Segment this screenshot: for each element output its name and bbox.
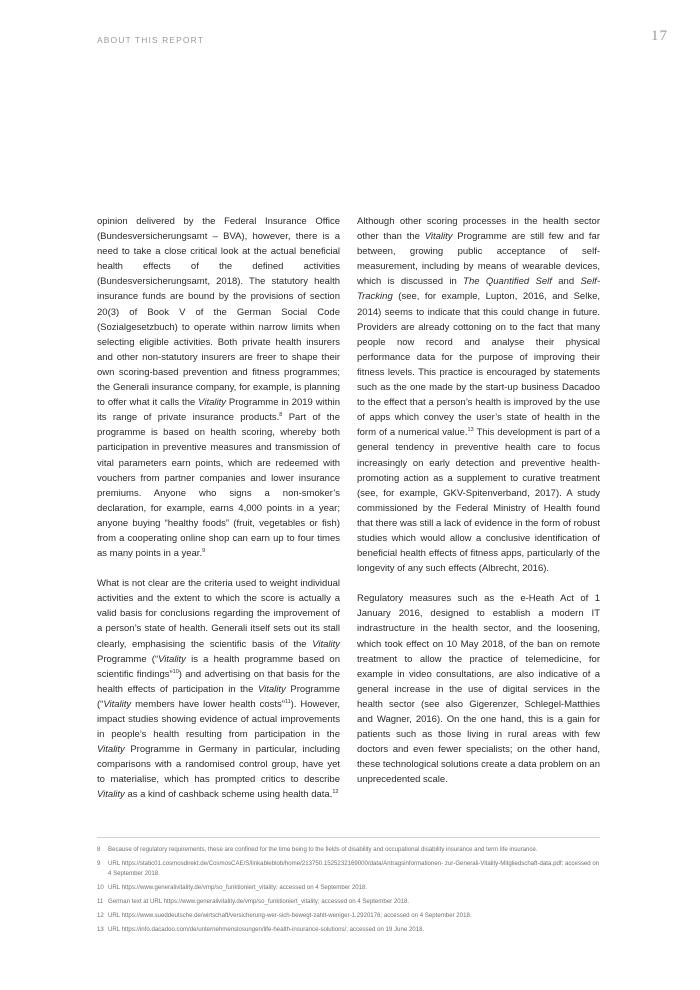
text-run: is a health programme based on scientific findings” [97, 653, 340, 680]
italic-text: Vitality [97, 744, 125, 756]
text-run: members have lower health costs” [131, 698, 285, 710]
italic-text: Vitality [97, 789, 125, 801]
body-paragraph [357, 214, 600, 576]
footnote-reference: 11 [284, 698, 291, 705]
text-run: Regulatory measures such as the e-Heath Act of 1 January 2016, designed to establish a modern IT indrastructure in the health sector, and the loosening, which took effect on 10 May 2018, of the ban on remote treatment to allow the practice of telemedicine, for example in video consultations, are also indicative of a general increase in the use of digital services in the health sector (see also Gigerenzer, Schlegel-Matthies and Wagner, 2016). On the one hand, this is a gain for patients such as those living in rural areas with few doctors and even fewer specialists; on the other hand, these technological solutions create a data problem on an unprecedented scale. [357, 593, 600, 786]
footnote [97, 925, 600, 935]
footnote-reference: 13 [467, 427, 474, 434]
footnote-number: 12 [97, 912, 104, 920]
right-text-column [357, 214, 600, 787]
text-run: and [551, 276, 581, 288]
footnote-divider [97, 837, 600, 838]
footnote-text: URL https://info.dacadoo.com/de/unternehmenslosungen/life-health-insurance-solutions/; accessed on 19 June 2018. [108, 926, 425, 934]
footnote [97, 897, 600, 907]
footnote-reference: 12 [332, 789, 339, 796]
footnote-text: URL https://www.generalivitality.de/vmp/so_funktioniert_vitality; accessed on 4 September 2018. [108, 883, 368, 891]
left-text-column [97, 214, 340, 803]
text-run: as a kind of cashback scheme using health data. [124, 789, 333, 801]
text-run: Part of the programme is based on health scoring, whereby both participation in preventive measures and transmission of vital parameters earn points, which are redeemed with vouchers from partner companies and lower insurance premiums. Anyone who signs a non-smoker’s declaration, for example, earns 4,000 points in a year; anyone buying “healthy foods” (fruit, vegetables or fish) from a cooperating online shop can earn up to four times as many points in a year. [97, 412, 340, 560]
text-run: Although other scoring processes in the health sector other than the [357, 216, 600, 243]
footnote-number: 10 [97, 883, 104, 891]
footnote [97, 911, 600, 921]
italic-text: Vitality [257, 683, 286, 695]
footnote [97, 859, 600, 878]
footnote-number: 8 [97, 846, 101, 853]
italic-text: The Quantified Self [463, 276, 552, 288]
text-run: Programme (“ [97, 683, 340, 710]
text-run: This development is part of a general tendency in preventive health care to focus increasingly on early detection and preventive health-promoting action as a supplement to curative treatment (see, for example, GKV-Spitenverband, 2017). A study commissioned by the Federal Ministry of Health found that there was still a lack of evidence in the form of robust studies which would allow a conclusive identification of beneficial health effects of fitness apps, particularly of the longevity of any such effects (Albrecht, 2016). [357, 427, 600, 575]
text-run: opinion delivered by the Federal Insurance Office (Bundesversicherungsamt – BVA), however, there is a need to take a close critical look at the actual beneficial health effects of the defined activities (Bundesversicherungsamt, 2018). The statutory health insurance funds are bound by the provisions of section 20(3) of Book V of the German Social Code (Sozialgesetzbuch) to operate within narrow limits when selecting eligible activities. Both private health insurers and other non-statutory insurers are freer to shape their own scoring-based prevention and fitness programmes; the Generali insurance company, for example, is planning to offer what it calls the [97, 216, 340, 409]
text-run: Programme in Germany in particular, including comparisons with a randomised control group, have yet to materialise, which has prompted critics to describe [97, 744, 340, 786]
footnote [97, 883, 600, 893]
body-paragraph [357, 591, 600, 787]
footnote-reference: 8 [279, 412, 283, 419]
page-number: 17 [651, 28, 668, 44]
footnote-number: 9 [97, 860, 101, 868]
footnote-number: 13 [97, 926, 104, 934]
body-paragraph [97, 576, 340, 802]
footnote-text: Because of regulatory requirements, these are confined for the time being to the fields of disability and occupational disability insurance and term life insurance. [108, 846, 538, 853]
footnote [97, 845, 600, 855]
text-run: Programme in 2019 within its range of private insurance products. [97, 397, 341, 424]
italic-text: Self-Tracking [357, 276, 600, 303]
text-run: ) and advertising on that basis for the health effects of participation in the [97, 668, 340, 695]
italic-text: Vitality [103, 698, 132, 710]
text-run: Programme are still few and far between, growing public acceptance of self-measurement, including by means of wearable devices, which is discussed in [357, 231, 600, 288]
footnote-text: URL https://www.sueddeutsche.de/wirtschaft/versicherung-wer-sich-bewegt-zahlt-weniger-1.2920176; accessed on 4 September 2018. [108, 912, 472, 920]
text-run: Programme (“ [97, 653, 159, 665]
text-run: What is not clear are the criteria used to weight individual activities and the extent to which the score is actually a valid basis for conclusions regarding the improvement of a person’s state of health. Generali itself sets out its stall clearly, emphasising the scientific basis of the [97, 578, 340, 650]
italic-text: Vitality [312, 638, 340, 650]
italic-text: Vitality [424, 231, 453, 243]
footnotes [97, 845, 600, 940]
italic-text: Vitality [158, 653, 186, 665]
body-paragraph [97, 214, 340, 561]
footnote-text: URL https://static01.cosmosdirekt.de/CosmosCAE/S/linkableblob/home/213750.1525232169000/data/Antragsinformationen- zur-Generali-Vitality-Mitgliedschaft-data.pdf; accessed on 4 September 2018. [108, 860, 600, 877]
footnote-text: German text at URL https://www.generalivitality.de/vmp/so_funktioniert_vitality; accessed on 4 September 2018. [108, 898, 410, 906]
running-header-section: ABOUT THIS REPORT [97, 35, 205, 45]
italic-text: Vitality [198, 397, 226, 409]
text-run: ). However, impact studies showing evidence of actual improvements in people’s health resulting from participation in the [97, 698, 340, 741]
footnote-number: 11 [97, 898, 104, 906]
footnote-reference: 9 [202, 547, 206, 554]
text-run: (see, for example, Lupton, 2016, and Selke, 2014) seems to indicate that this could change in future. Providers are already cottoning on to the fact that many people now record and analyse their physical performance data for the purpose of improving their fitness levels. This practice is encouraged by statements such as the one made by the start-up business Dacadoo to the effect that a person’s health is improved by the use of apps which convey the user’s state of health in the form of a numerical value. [357, 291, 600, 439]
footnote-reference: 10 [172, 668, 179, 675]
